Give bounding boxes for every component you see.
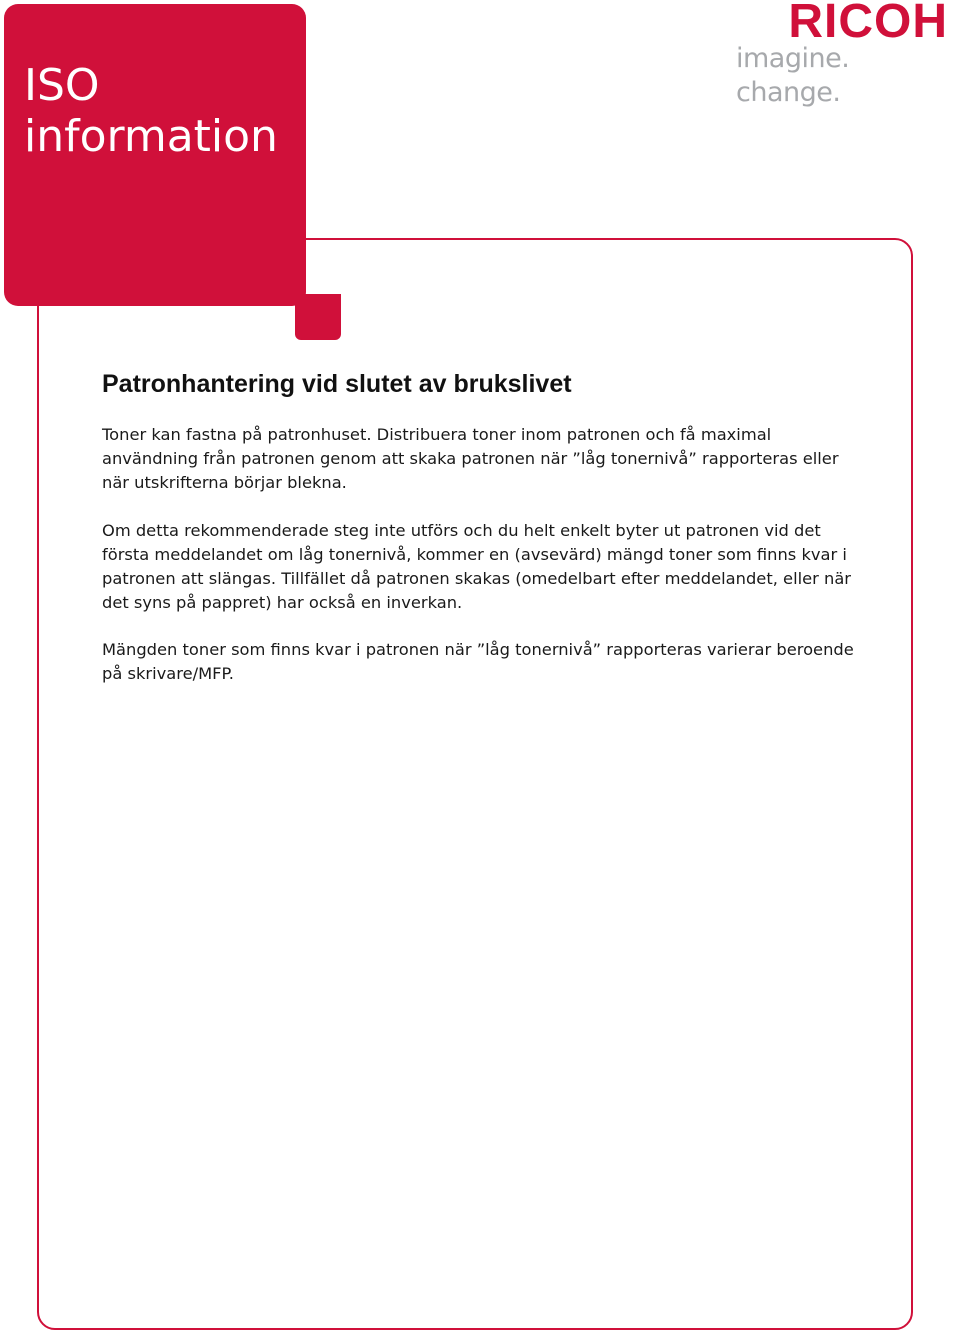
title-line-information: information <box>24 111 278 162</box>
paragraph-3: Mängden toner som finns kvar i patronen när ”låg tonernivå” rapporteras varierar beroende på skrivare/MFP. <box>102 640 854 683</box>
content-frame <box>37 238 913 1330</box>
title-block <box>4 4 306 306</box>
brand-tagline: imagine. change. <box>736 43 850 108</box>
brand-logo <box>736 0 956 108</box>
brand-name: RICOH <box>788 0 948 48</box>
section-heading: Patronhantering vid slutet av brukslivet <box>102 370 572 398</box>
title-line-iso: ISO <box>24 60 100 111</box>
paragraph-2: Om detta rekommenderade steg inte utförs och du helt enkelt byter ut patronen vid det första meddelandet om låg tonernivå, kommer en (avsevärd) mängd toner som finns kvar i patronen att slängas. Tillfället då patronen skakas (omedelbart efter meddelandet, eller när det syns på pappret) har också en inverkan. <box>102 521 851 612</box>
title-tab-decoration <box>295 294 341 340</box>
paragraph-1: Toner kan fastna på patronhuset. Distribuera toner inom patronen och få maximal användning från patronen genom att skaka patronen när ”låg tonernivå” rapporteras eller när utskrifterna börjar blekna. <box>102 425 839 492</box>
